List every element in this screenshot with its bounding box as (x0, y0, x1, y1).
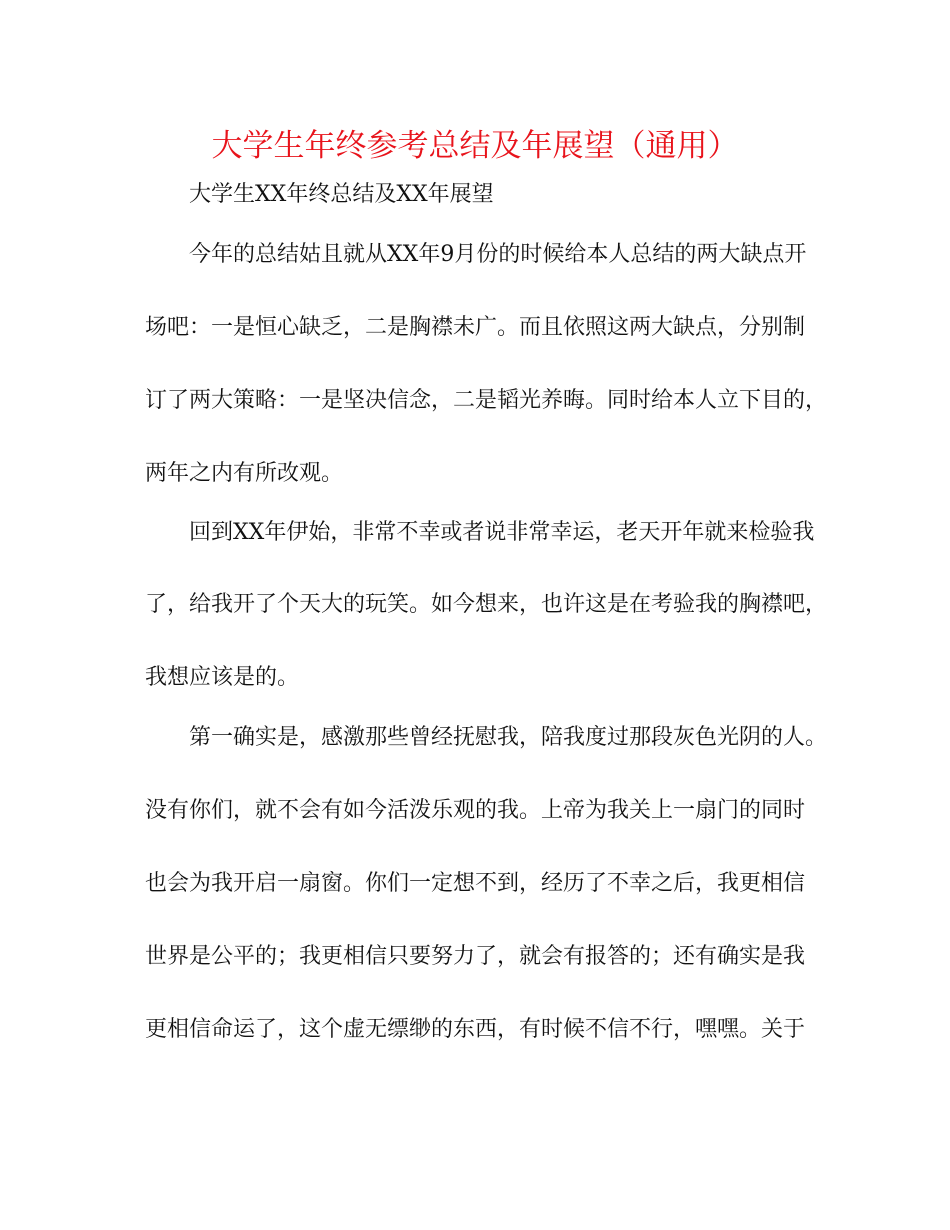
paragraph-line: 场吧：一是恒心缺乏，二是胸襟未广。而且依照这两大缺点，分别制 (145, 315, 806, 340)
paragraph-line: 订了两大策略：一是坚决信念，二是韬光养晦。同时给本人立下目的， (145, 388, 828, 413)
paragraph-line: 我想应该是的。 (145, 665, 300, 690)
paragraph-line: 也会为我开启一扇窗。你们一定想不到，经历了不幸之后，我更相信 (145, 871, 806, 896)
paragraph-line: 更相信命运了，这个虚无缥缈的东西，有时候不信不行，嘿嘿。关于 (145, 1017, 806, 1042)
document-title: 大学生年终参考总结及年展望（通用） (211, 128, 739, 164)
paragraph-line: 世界是公平的；我更相信只要努力了，就会有报答的；还有确实是我 (145, 944, 806, 969)
paragraph-line: 两年之内有所改观。 (145, 461, 344, 486)
document-subtitle: 大学生XX年终总结及XX年展望 (189, 182, 494, 207)
paragraph-line: 没有你们，就不会有如今活泼乐观的我。上帝为我关上一扇门的同时 (145, 798, 806, 823)
paragraph-line: 回到XX年伊始，非常不幸或者说非常幸运，老天开年就来检验我 (189, 520, 815, 545)
paragraph-line: 了，给我开了个天大的玩笑。如今想来，也许这是在考验我的胸襟吧， (145, 592, 828, 617)
paragraph-line: 第一确实是，感激那些曾经抚慰我，陪我度过那段灰色光阴的人。 (189, 725, 828, 750)
paragraph-line: 今年的总结姑且就从XX年9月份的时候给本人总结的两大缺点开 (189, 242, 807, 267)
